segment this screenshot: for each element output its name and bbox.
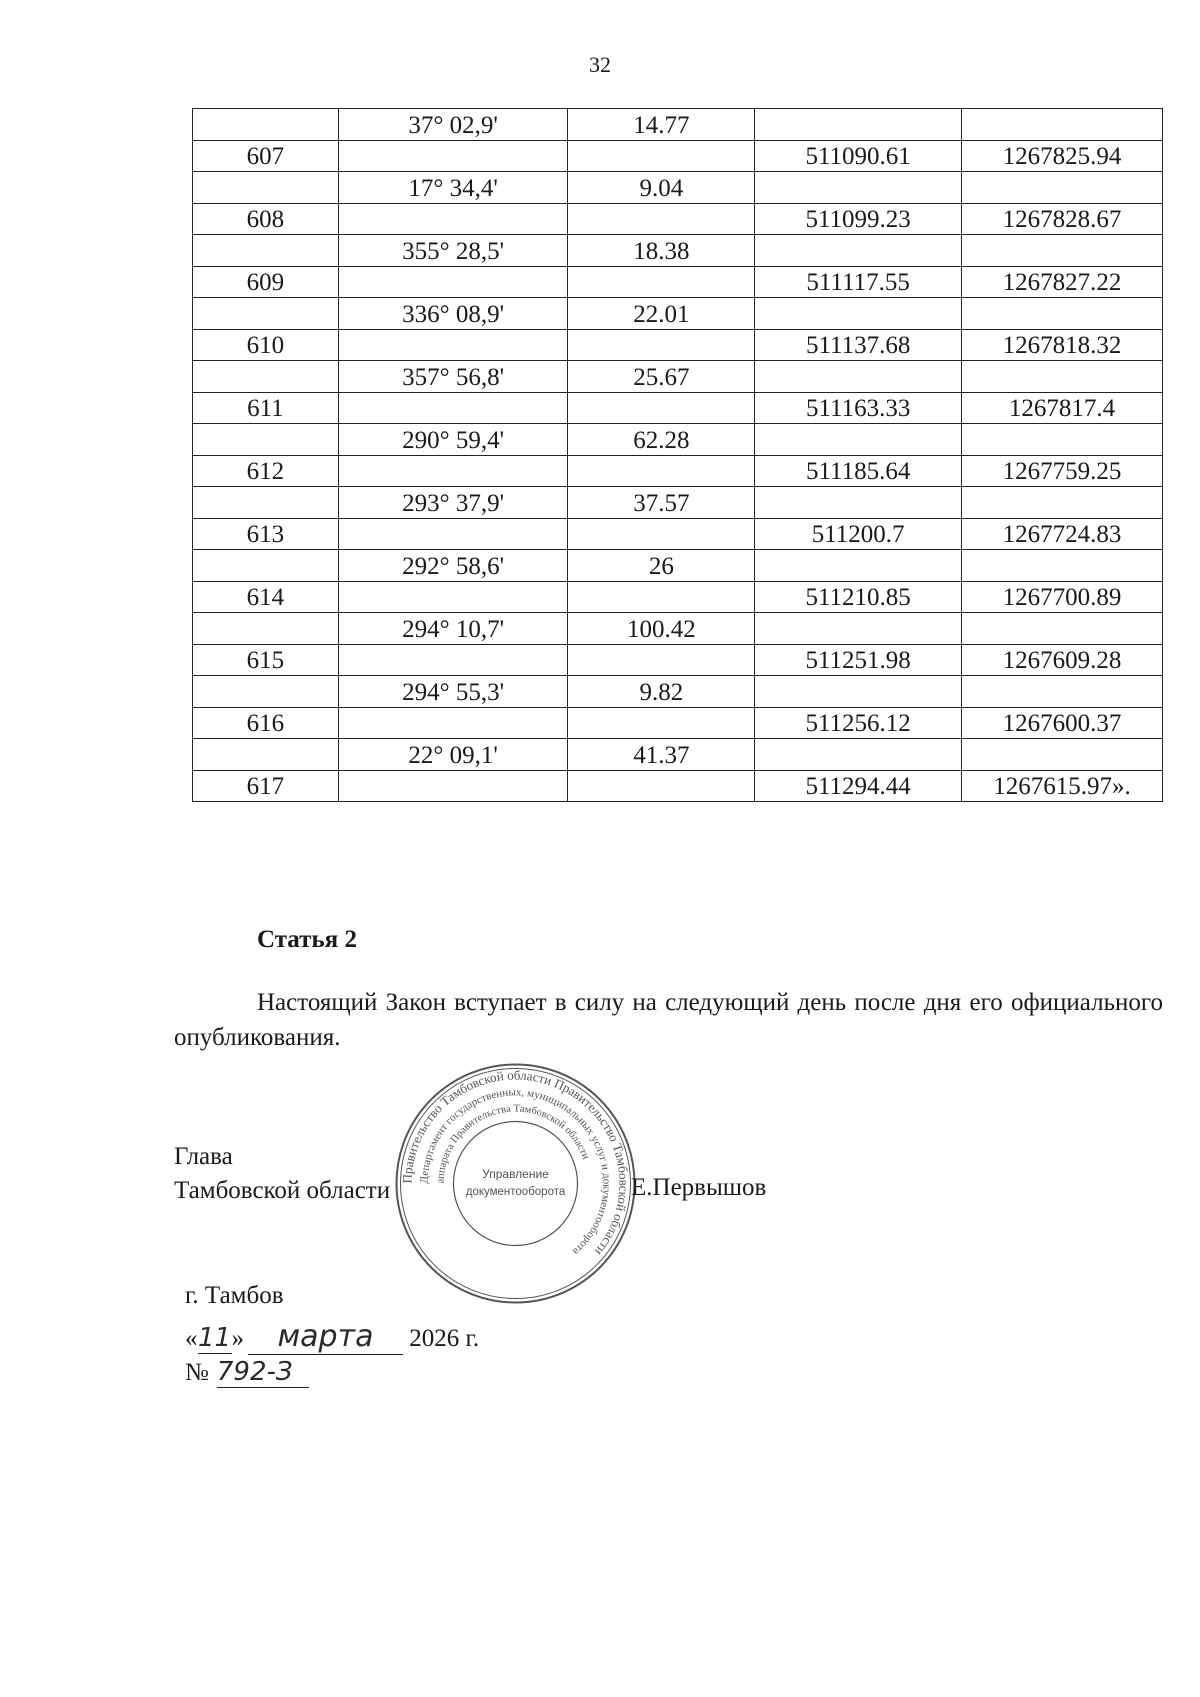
y-coordinate-cell	[962, 676, 1163, 708]
signing-date	[185, 1319, 479, 1355]
table-row	[193, 329, 1163, 361]
article-text: Настоящий Закон вступает в силу на следующий день после дня его официального опубликования.	[174, 989, 1163, 1051]
y-coordinate-cell	[962, 109, 1163, 141]
point-number-cell	[193, 487, 339, 519]
x-coordinate-cell: 511251.98	[755, 644, 962, 676]
y-coordinate-cell	[962, 361, 1163, 393]
bearing-cell: 336° 08,9'	[338, 298, 568, 330]
table-row	[193, 676, 1163, 708]
seal-inner-ring	[454, 1122, 578, 1246]
table-row	[193, 361, 1163, 393]
x-coordinate-cell	[755, 361, 962, 393]
distance-cell	[568, 203, 755, 235]
article-heading: Статья 2	[257, 926, 357, 953]
distance-cell	[568, 266, 755, 298]
table-row	[193, 644, 1163, 676]
y-coordinate-cell: 1267759.25	[962, 455, 1163, 487]
point-number-cell	[193, 109, 339, 141]
table-row	[193, 109, 1163, 141]
table-row	[193, 739, 1163, 771]
point-number-cell	[193, 424, 339, 456]
point-number-cell: 611	[193, 392, 339, 424]
y-coordinate-cell: 1267825.94	[962, 140, 1163, 172]
bearing-cell	[338, 707, 568, 739]
signatory-name: Е.Первышов	[631, 1174, 767, 1201]
signatory-title-line1: Глава	[174, 1143, 233, 1170]
signatory-title	[174, 1140, 390, 1208]
x-coordinate-cell: 511200.7	[755, 518, 962, 550]
distance-cell: 18.38	[568, 235, 755, 267]
seal-outer-ring	[397, 1065, 635, 1303]
table-row	[193, 392, 1163, 424]
point-number-cell: 610	[193, 329, 339, 361]
y-coordinate-cell	[962, 298, 1163, 330]
table-row	[193, 424, 1163, 456]
point-number-cell	[193, 235, 339, 267]
distance-cell	[568, 581, 755, 613]
signatory-title-line2: Тамбовской области	[174, 1177, 391, 1204]
y-coordinate-cell: 1267724.83	[962, 518, 1163, 550]
y-coordinate-cell: 1267827.22	[962, 266, 1163, 298]
bearing-cell: 293° 37,9'	[338, 487, 568, 519]
bearing-cell	[338, 518, 568, 550]
distance-cell: 26	[568, 550, 755, 582]
x-coordinate-cell	[755, 487, 962, 519]
distance-cell: 22.01	[568, 298, 755, 330]
seal-center-line1: Управление	[482, 1167, 549, 1181]
x-coordinate-cell	[755, 235, 962, 267]
point-number-cell	[193, 676, 339, 708]
date-day-handwritten: 11	[197, 1323, 232, 1353]
table-row	[193, 235, 1163, 267]
bearing-cell	[338, 203, 568, 235]
bearing-cell: 290° 59,4'	[338, 424, 568, 456]
coordinates-table	[192, 108, 1163, 802]
distance-cell: 9.04	[568, 172, 755, 204]
date-quote-close: »	[231, 1325, 244, 1352]
x-coordinate-cell: 511210.85	[755, 581, 962, 613]
table-row	[193, 770, 1163, 802]
bearing-cell	[338, 644, 568, 676]
table-row	[193, 518, 1163, 550]
distance-cell	[568, 329, 755, 361]
bearing-cell: 292° 58,6'	[338, 550, 568, 582]
y-coordinate-cell	[962, 550, 1163, 582]
y-coordinate-cell: 1267818.32	[962, 329, 1163, 361]
bearing-cell	[338, 266, 568, 298]
x-coordinate-cell	[755, 172, 962, 204]
bearing-cell	[338, 140, 568, 172]
city: г. Тамбов	[185, 1282, 284, 1309]
table-row	[193, 707, 1163, 739]
law-number	[185, 1357, 309, 1388]
coordinates-table-body	[193, 109, 1163, 802]
table-row	[193, 581, 1163, 613]
y-coordinate-cell	[962, 613, 1163, 645]
bearing-cell	[338, 455, 568, 487]
x-coordinate-cell: 511117.55	[755, 266, 962, 298]
distance-cell	[568, 392, 755, 424]
distance-cell	[568, 770, 755, 802]
y-coordinate-cell	[962, 172, 1163, 204]
point-number-cell: 609	[193, 266, 339, 298]
distance-cell: 37.57	[568, 487, 755, 519]
bearing-cell: 357° 56,8'	[338, 361, 568, 393]
page-number: 32	[589, 52, 611, 77]
seal-inner-text: аппарата Правительства Тамбовской области	[435, 1103, 592, 1184]
bearing-cell: 294° 10,7'	[338, 613, 568, 645]
y-coordinate-cell	[962, 424, 1163, 456]
seal-outer-text: Правительство Тамбовской области Правительство Тамбовской области	[399, 1067, 632, 1259]
x-coordinate-cell: 511294.44	[755, 770, 962, 802]
point-number-cell	[193, 298, 339, 330]
distance-cell	[568, 707, 755, 739]
point-number-cell: 614	[193, 581, 339, 613]
y-coordinate-cell	[962, 235, 1163, 267]
x-coordinate-cell	[755, 109, 962, 141]
distance-cell	[568, 518, 755, 550]
point-number-cell	[193, 550, 339, 582]
table-row	[193, 613, 1163, 645]
date-quote-open: «	[185, 1325, 198, 1352]
table-row	[193, 203, 1163, 235]
y-coordinate-cell	[962, 487, 1163, 519]
distance-cell: 25.67	[568, 361, 755, 393]
x-coordinate-cell: 511137.68	[755, 329, 962, 361]
number-label: №	[185, 1359, 209, 1386]
y-coordinate-cell: 1267700.89	[962, 581, 1163, 613]
seal-middle-text: Департамент государственных, муниципальных услуг и документооборота	[418, 1086, 613, 1258]
point-number-cell	[193, 613, 339, 645]
bearing-cell: 22° 09,1'	[338, 739, 568, 771]
x-coordinate-cell: 511163.33	[755, 392, 962, 424]
x-coordinate-cell: 511185.64	[755, 455, 962, 487]
bearing-cell: 355° 28,5'	[338, 235, 568, 267]
point-number-cell: 608	[193, 203, 339, 235]
distance-cell	[568, 140, 755, 172]
table-row	[193, 487, 1163, 519]
x-coordinate-cell: 511099.23	[755, 203, 962, 235]
point-number-cell	[193, 361, 339, 393]
bearing-cell: 37° 02,9'	[338, 109, 568, 141]
x-coordinate-cell	[755, 424, 962, 456]
point-number-cell	[193, 739, 339, 771]
distance-cell: 9.82	[568, 676, 755, 708]
point-number-cell: 616	[193, 707, 339, 739]
x-coordinate-cell	[755, 298, 962, 330]
table-row	[193, 140, 1163, 172]
x-coordinate-cell	[755, 550, 962, 582]
bearing-cell: 294° 55,3'	[338, 676, 568, 708]
x-coordinate-cell	[755, 739, 962, 771]
bearing-cell: 17° 34,4'	[338, 172, 568, 204]
bearing-cell	[338, 329, 568, 361]
date-year: 2026 г.	[409, 1325, 480, 1352]
table-row	[193, 298, 1163, 330]
table-row	[193, 455, 1163, 487]
distance-cell: 41.37	[568, 739, 755, 771]
point-number-cell: 613	[193, 518, 339, 550]
point-number-cell: 612	[193, 455, 339, 487]
bearing-cell	[338, 581, 568, 613]
x-coordinate-cell: 511256.12	[755, 707, 962, 739]
y-coordinate-cell: 1267609.28	[962, 644, 1163, 676]
y-coordinate-cell	[962, 739, 1163, 771]
law-number-handwritten: 792-З	[217, 1357, 309, 1388]
x-coordinate-cell: 511090.61	[755, 140, 962, 172]
bearing-cell	[338, 392, 568, 424]
table-row	[193, 550, 1163, 582]
point-number-cell: 607	[193, 140, 339, 172]
distance-cell: 14.77	[568, 109, 755, 141]
y-coordinate-cell: 1267817.4	[962, 392, 1163, 424]
x-coordinate-cell	[755, 676, 962, 708]
point-number-cell: 617	[193, 770, 339, 802]
y-coordinate-cell: 1267615.97».	[962, 770, 1163, 802]
table-row	[193, 266, 1163, 298]
point-number-cell: 615	[193, 644, 339, 676]
seal-center-line2: документооборота	[465, 1186, 566, 1198]
distance-cell: 100.42	[568, 613, 755, 645]
y-coordinate-cell: 1267828.67	[962, 203, 1163, 235]
distance-cell: 62.28	[568, 424, 755, 456]
distance-cell	[568, 455, 755, 487]
x-coordinate-cell	[755, 613, 962, 645]
official-seal	[393, 1061, 638, 1306]
distance-cell	[568, 644, 755, 676]
bearing-cell	[338, 770, 568, 802]
table-row	[193, 172, 1163, 204]
date-month-handwritten: марта	[248, 1319, 403, 1355]
point-number-cell	[193, 172, 339, 204]
y-coordinate-cell: 1267600.37	[962, 707, 1163, 739]
